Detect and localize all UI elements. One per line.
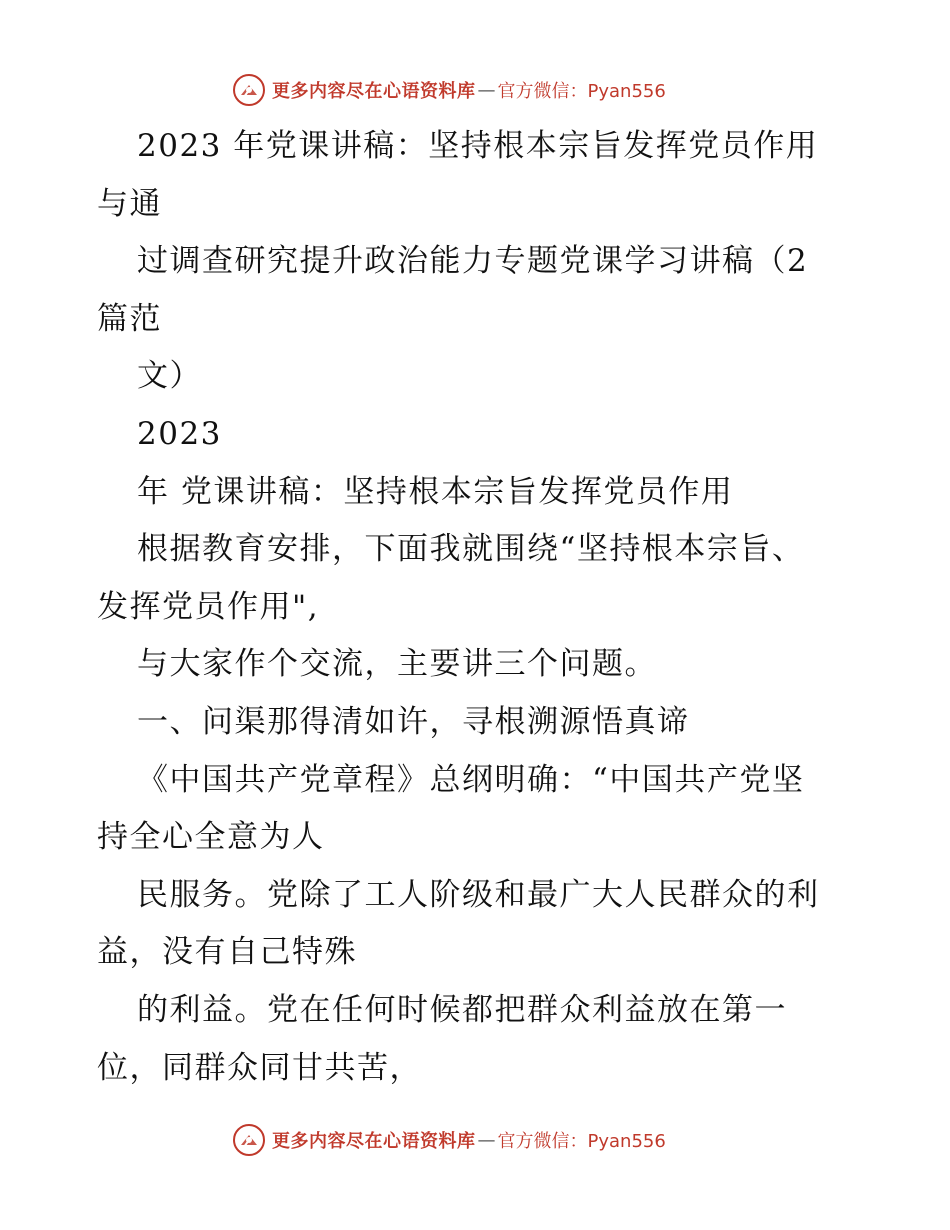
watermark-contact: 官方微信：Pyan556 — [497, 1131, 666, 1152]
watermark-footer — [232, 1123, 666, 1157]
text-line: 年 党课讲稿：坚持根本宗旨发挥党员作用 — [137, 473, 734, 510]
text-line: 持全心全意为人 — [97, 819, 325, 856]
text-line: 2023 — [137, 415, 222, 452]
document-body — [97, 118, 867, 1097]
text-line: 与大家作个交流，主要讲三个问题。 — [137, 646, 657, 683]
text-line: 根据教育安排，下面我就围绕“坚持根本宗旨、 — [137, 531, 805, 568]
book-pen-icon — [232, 1123, 266, 1157]
text-line: 篇范 — [97, 300, 162, 337]
text-line: 文） — [137, 358, 202, 395]
watermark-separator: — — [477, 1129, 496, 1151]
watermark-separator: — — [477, 79, 496, 101]
text-line: 《中国共产党章程》总纲明确：“中国共产党坚 — [137, 761, 805, 798]
text-line: 发挥党员作用", — [97, 588, 320, 625]
text-line: 民服务。党除了工人阶级和最广大人民群众的利 — [137, 876, 820, 913]
text-line: 一、问渠那得清如许，寻根溯源悟真谛 — [137, 703, 690, 740]
watermark-text: 更多内容尽在心语资料库 — [272, 81, 476, 102]
text-line: 过调查研究提升政治能力专题党课学习讲稿（2 — [137, 243, 809, 280]
text-line: 位，同群众同甘共苦， — [97, 1049, 422, 1086]
text-line: 的利益。党在任何时候都把群众利益放在第一 — [137, 991, 787, 1028]
text-line: 与通 — [97, 185, 162, 222]
watermark-text: 更多内容尽在心语资料库 — [272, 1131, 476, 1152]
watermark-header — [232, 73, 666, 107]
text-line: 益，没有自己特殊 — [97, 934, 357, 971]
book-pen-icon — [232, 73, 266, 107]
watermark-contact: 官方微信：Pyan556 — [497, 81, 666, 102]
text-line: 2023 年党课讲稿：坚持根本宗旨发挥党员作用 — [137, 128, 819, 164]
